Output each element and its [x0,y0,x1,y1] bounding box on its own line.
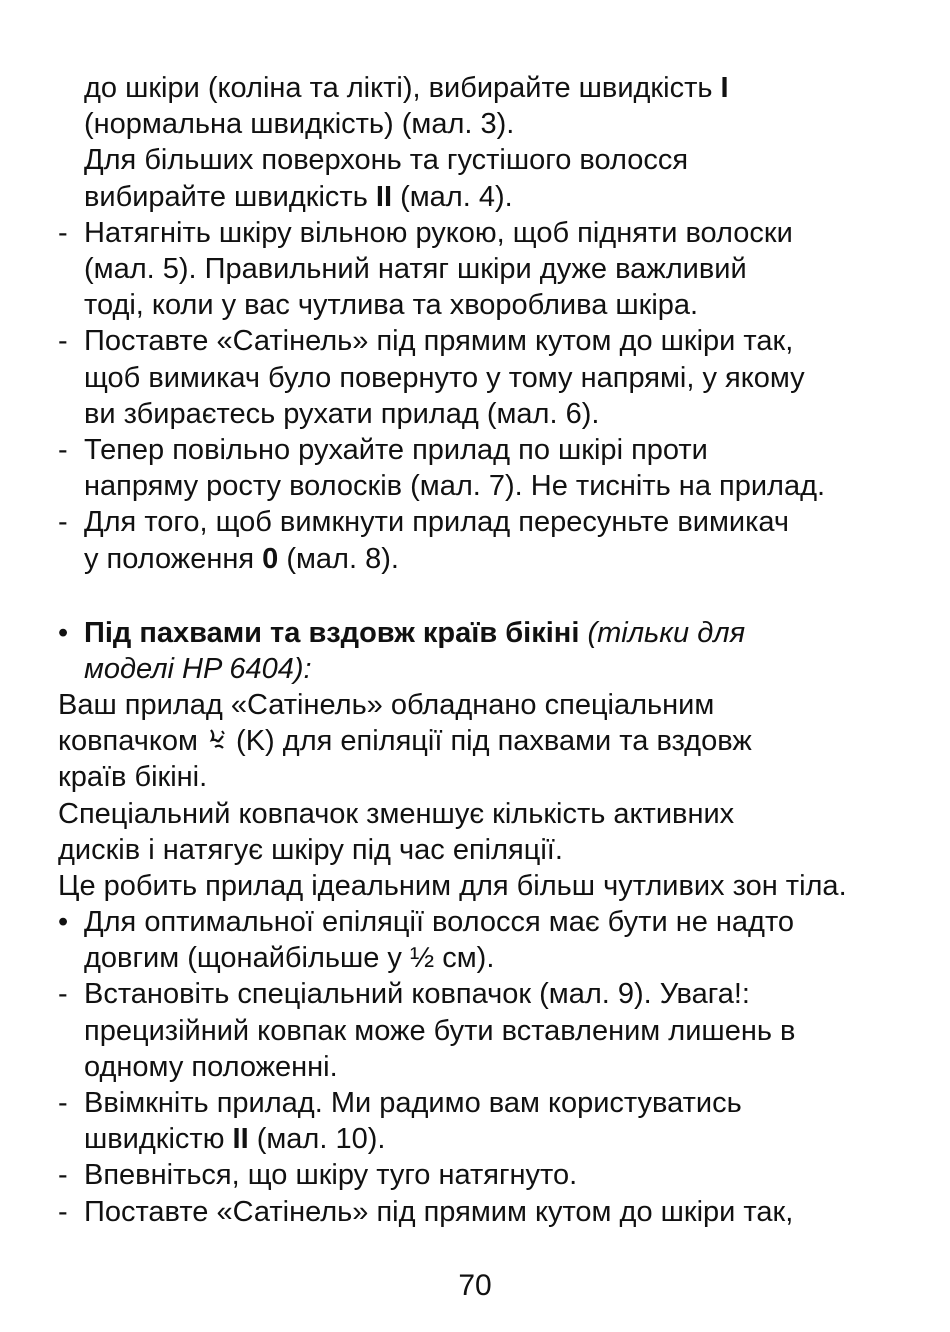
text-line: - Поставте «Сатінель» під прямим кутом до шкіри так, [58,1194,918,1230]
bold-term: I [720,72,729,104]
bold-term: II [375,180,393,213]
section-bullet: • [58,617,69,649]
text-line: у положення 0 (мал. 8). [84,542,399,575]
text-line: швидкістю II (мал. 10). [84,1123,386,1156]
bullet-mark: • [58,906,69,938]
text-line: - Натягніть шкіру вільною рукою, щоб підняти волоски [58,215,918,251]
dash-mark: - [58,506,68,539]
section-heading-italic-cont: моделі HP 6404): [84,653,312,686]
bold-term: 0 [262,542,279,575]
intro-paragraph [58,687,918,904]
dash-mark: - [58,325,68,358]
text-line: • Для оптимальної епіляції волосся має бути не надто [58,904,918,940]
dash-mark: - [58,434,68,467]
text-line: до шкіри (коліна та лікті), вибирайте швидкість I [84,72,729,104]
text-line: - Тепер повільно рухайте прилад по шкірі проти [58,432,918,468]
text-line: ви збираєтесь рухати прилад (мал. 6). [84,397,600,430]
text-line: - Поставте «Сатінель» під прямим кутом до шкіри так, [58,323,918,359]
text-line: одному положенні. [84,1050,338,1083]
page-number: 70 [458,1269,492,1302]
para-line: Спеціальний ковпачок зменшує кількість активних [58,797,735,830]
dash-mark: - [58,216,68,249]
text-line: тоді, коли у вас чутлива та хвороблива шкіра. [84,289,699,322]
text-line: - Для того, щоб вимкнути прилад пересуньте вимикач [58,504,918,540]
text-line: довгим (щонайбільше у ½ см). [84,942,495,975]
bold-term: II [232,1123,249,1156]
text-line: Для більших поверхонь та густішого волосся [84,144,689,177]
text-line: - Впевніться, що шкіру туго натягнуто. [58,1157,918,1193]
text-line: (мал. 5). Правильний натяг шкіри дуже важливий [84,253,747,286]
dash-mark: - [58,1159,68,1192]
text-line: напряму росту волосків (мал. 7). Не тисніть на прилад. [84,470,826,503]
para-line: Це робить прилад ідеальним для більш чутливих зон тіла. [58,870,847,903]
text-line: вибирайте швидкість II (мал. 4). [84,180,513,213]
para-line: ковпачком (K) для епіляції під пахвами та вздовж [58,725,752,758]
dash-mark: - [58,978,68,1011]
para-line: країв бікіні. [58,761,208,794]
text-line: - Встановіть спеціальний ковпачок (мал. 9). Увага!: [58,976,918,1012]
armpit-cap-icon [206,727,228,753]
section-heading-bold: Під пахвами та вздовж країв бікіні [84,617,580,649]
dash-mark: - [58,1195,68,1228]
text-line: прецизійний ковпак може бути вставленим лишень в [84,1014,796,1047]
section-heading-italic: (тільки для [579,617,746,649]
dash-mark: - [58,1087,68,1120]
text-line: (нормальна швидкість) (мал. 3). [84,108,515,141]
text-line: щоб вимикач було повернуто у тому напрямі, у якому [84,361,805,394]
text-line: - Ввімкніть прилад. Ми радимо вам користуватись [58,1085,918,1121]
para-line: Ваш прилад «Сатінель» обладнано спеціальним [58,689,715,721]
section-heading [58,615,918,687]
para-line: дисків і натягує шкіру під час епіляції. [58,833,563,866]
instructions-bottom [58,904,918,1230]
instructions-top [58,70,918,577]
